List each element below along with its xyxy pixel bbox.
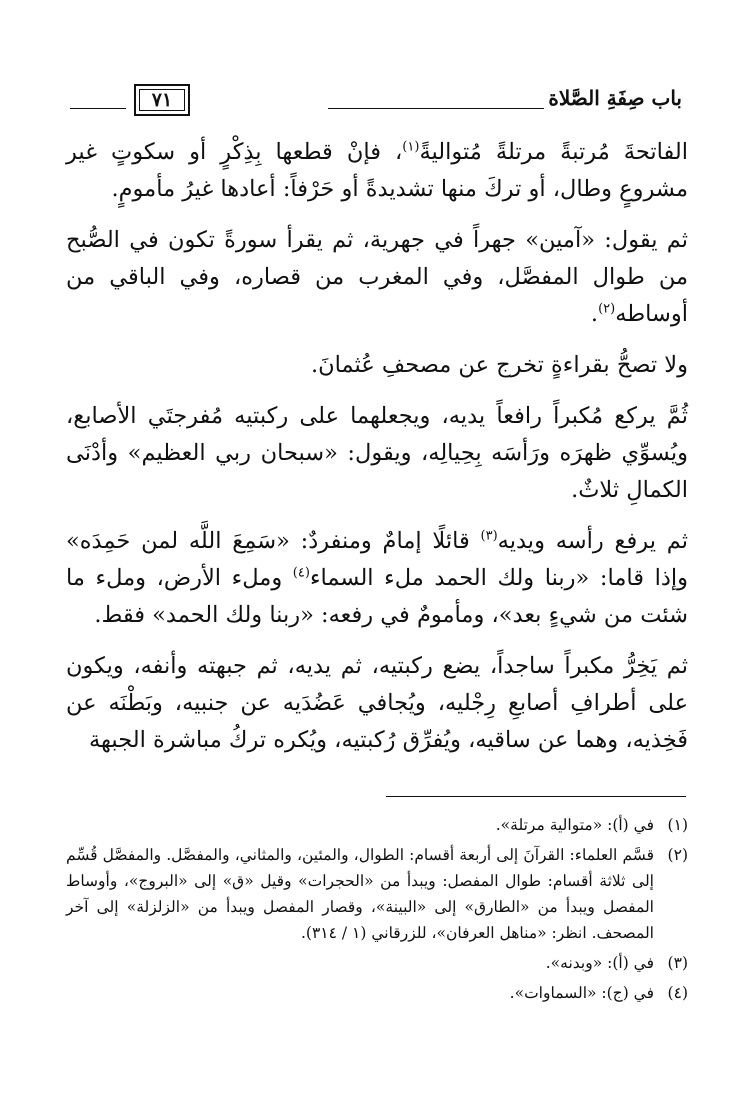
paragraph-text: ، فإنْ قطعها بِذِكْرٍ أو سكوتٍ غير مشروعٍ وطال، أو تركَ منها تشديدةً أو حَرْفاً: أعادها غيرُ مأمومٍ. bbox=[66, 139, 688, 202]
footnotes bbox=[66, 812, 688, 1010]
page-number: ٧١ bbox=[134, 84, 190, 116]
footnote-text: قسَّم العلماء: القرآنَ إلى أربعة أقسام: الطوال، والمئين، والمثاني، والمفصَّل. والمفصَّل قُسِّم إلى ثلاثة أقسام: طوال المفصل: ويبدأ من «الحجرات» وقيل «ق» إلى «البروج»، وأوساط المفصل ويبدأ من «الطارق» إلى «البينة»، وقصار المفصل ويبدأ من «الزلزلة» إلى آخر المصحف. انظر: «مناهل العرفان»، للزرقاني (١ / ٣١٤). bbox=[66, 846, 654, 942]
paragraph-4 bbox=[66, 398, 688, 509]
paragraph-text: قائلًا إمامٌ ومنفردٌ: «سَمِعَ اللَّه لمن حَمِدَه» وإذا قاما: «ربنا ولك الحمد ملء السماء bbox=[66, 528, 688, 591]
footnote-2 bbox=[66, 842, 688, 946]
footnote-text: في (أ): «متوالية مرتلة». bbox=[495, 816, 654, 834]
footnote-ref-2[interactable]: (٢) bbox=[598, 301, 616, 317]
footnote-3 bbox=[66, 950, 688, 976]
paragraph-5 bbox=[66, 523, 688, 634]
paragraph-text: ثم يرفع رأسه ويديه bbox=[497, 528, 688, 554]
footnote-1 bbox=[66, 812, 688, 838]
footnote-ref-3[interactable]: (٣) bbox=[480, 528, 498, 544]
chapter-title: باب صِفَةِ الصَّلاة bbox=[548, 86, 682, 110]
paragraph-3 bbox=[66, 347, 688, 384]
paragraph-2 bbox=[66, 222, 688, 333]
footnote-number: (٤) bbox=[667, 984, 688, 1002]
footnote-ref-4[interactable]: (٤) bbox=[292, 565, 310, 581]
header-rule-left bbox=[70, 108, 126, 109]
main-text bbox=[66, 134, 688, 773]
paragraph-text: ثم يَخِرُّ مكبراً ساجداً، يضع ركبتيه، ثم يديه، ثم جبهته وأنفه، ويكون على أطرافِ أصابعِ رِجْليه، ويُجافي عَضُدَيه عن جنبيه، وبَطْنَه عن فَخِذيه، وهما عن ساقيه، ويُفرِّق رُكبتيه، ويُكره تركُ مباشرة الجبهة bbox=[66, 653, 688, 753]
footnote-separator bbox=[386, 796, 686, 797]
paragraph-6 bbox=[66, 648, 688, 759]
footnote-number: (١) bbox=[667, 816, 688, 834]
paragraph-text: ثم يقول: «آمين» جهراً في جهرية، ثم يقرأ سورةً تكون في الصُّبح من طوال المفصَّل، وفي المغرب من قصاره، وفي الباقي من أوساطه bbox=[66, 227, 688, 327]
footnote-number: (٣) bbox=[667, 954, 688, 972]
footnote-text: في (أ): «وبدنه». bbox=[545, 954, 654, 972]
footnote-text: في (ج): «السماوات». bbox=[509, 984, 654, 1002]
paragraph-text: . bbox=[590, 301, 599, 327]
footnote-number: (٢) bbox=[667, 846, 688, 864]
footnote-4 bbox=[66, 980, 688, 1006]
page-header bbox=[70, 82, 682, 122]
footnote-ref-1[interactable]: (١) bbox=[402, 139, 420, 155]
paragraph-text: ثُمَّ يركع مُكبراً رافعاً يديه، ويجعلهما على ركبتيه مُفرجتَي الأصابع، ويُسوِّي ظهرَه ورَأسَه بِحِيالِه، ويقول: «سبحان ربي العظيم» وأدْنَى الكمالِ ثلاثٌ. bbox=[66, 403, 688, 503]
paragraph-1 bbox=[66, 134, 688, 208]
paragraph-text: ولا تصحُّ بقراءةٍ تخرج عن مصحفِ عُثمانَ. bbox=[311, 352, 688, 378]
paragraph-text: الفاتحةَ مُرتبةً مرتلةً مُتواليةً bbox=[419, 139, 688, 165]
paragraph-text: وملء الأرض، وملء ما شئت من شيءٍ بعد»، ومأمومٌ في رفعه: «ربنا ولك الحمد» فقط. bbox=[66, 565, 688, 628]
header-rule-right bbox=[328, 108, 544, 109]
